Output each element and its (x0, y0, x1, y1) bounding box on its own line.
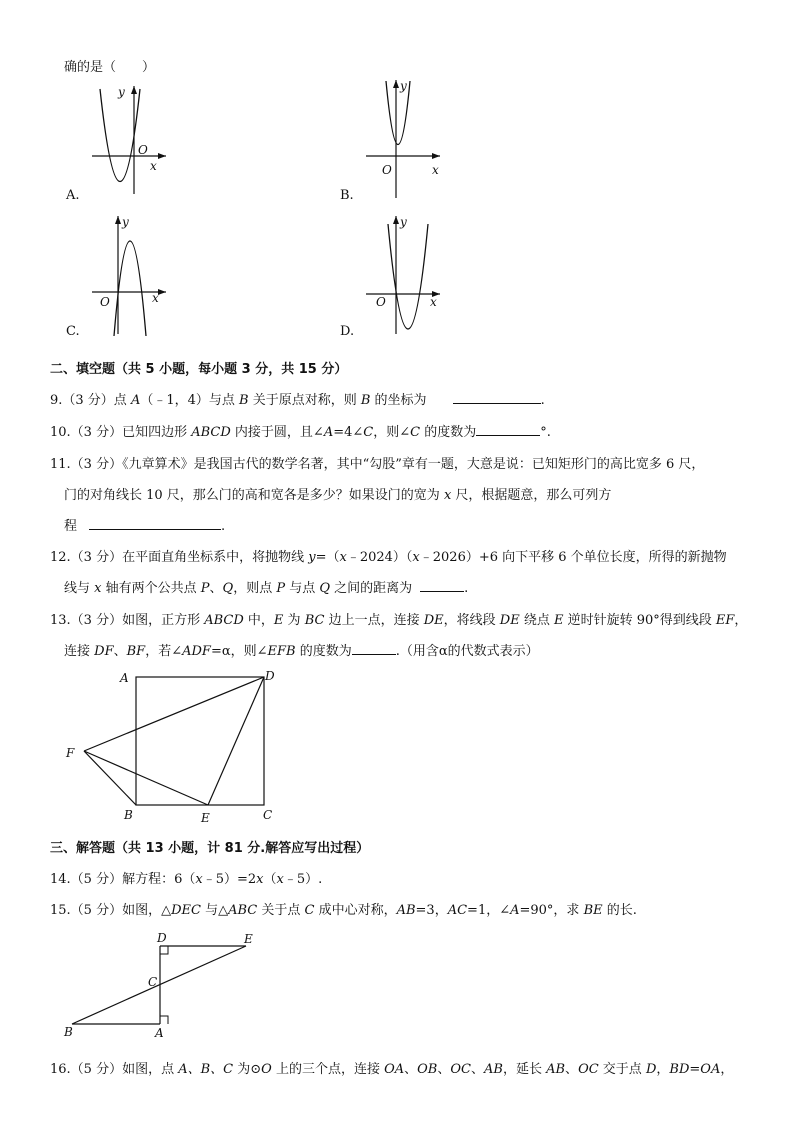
figure-15-triangles (60, 928, 280, 1040)
question-9: 9.（3 分）点 A（﹣1，4）与点 B 关于原点对称，则 B 的坐标为 . (50, 393, 545, 408)
axis-o-label: O (138, 143, 148, 157)
graph-option-d (362, 214, 452, 339)
graph-option-a (88, 84, 178, 199)
point-b-label: B (64, 1025, 73, 1039)
axis-x-label: x (432, 163, 439, 177)
point-a-label: A (155, 1026, 164, 1040)
option-a-label: A. (66, 188, 80, 203)
axis-o-label: O (382, 163, 392, 177)
point-d-label: D (265, 669, 275, 683)
question-10: 10.（3 分）已知四边形 ABCD 内接于圆，且∠A=4∠C，则∠C 的度数为 °. (50, 425, 551, 440)
point-d-label: D (157, 931, 167, 945)
q8-tail: 确的是（ ） (64, 60, 156, 75)
axis-y-label: y (122, 215, 129, 229)
question-11-line-2: 门的对角线长 10 尺，那么门的高和宽各是多少？如果设门的宽为 x 尺，根据题意，那么可列方 (64, 488, 612, 503)
point-e-label: E (244, 932, 253, 946)
axis-x-label: x (150, 159, 157, 173)
section-3-heading: 三、解答题（共 13 小题，计 81 分.解答应写出过程） (50, 841, 370, 856)
axis-y-label: y (118, 85, 125, 99)
question-16: 16.（5 分）如图，点 A、B、C 为⊙O 上的三个点，连接 OA、OB、OC、AB，延长 AB、OC 交于点 D，BD=OA， (50, 1062, 734, 1077)
point-c-label: C (148, 975, 158, 989)
section-2-heading: 二、填空题（共 5 小题，每小题 3 分，共 15 分） (50, 362, 348, 377)
question-11-line-1: 11.（3 分）《九章算术》是我国古代的数学名著，其中“勾股”章有一题，大意是说：已知矩形门的高比宽多 6 尺， (50, 457, 705, 472)
point-e-label: E (201, 811, 210, 825)
answer-blank (420, 579, 464, 592)
question-11-line-3: 程 . (64, 519, 226, 534)
question-14: 14.（5 分）解方程：6（x﹣5）=2x（x﹣5）. (50, 872, 323, 887)
graph-option-b (362, 78, 452, 203)
question-12-line-2: 线与 x 轴有两个公共点 P、Q，则点 P 与点 Q 之间的距离为 . (64, 581, 469, 596)
question-12-line-1: 12.（3 分）在平面直角坐标系中，将抛物线 y=（x﹣2024）（x﹣2026）+6 向下平移 6 个单位长度，所得的新抛物 (50, 550, 727, 565)
answer-blank (352, 642, 396, 655)
answer-blank (476, 423, 540, 436)
option-c-label: C. (66, 324, 80, 339)
option-b-label: B. (340, 188, 354, 203)
axis-y-label: y (400, 215, 407, 229)
graph-option-c (88, 214, 178, 339)
option-d-label: D. (340, 324, 355, 339)
point-c-label: C (263, 808, 273, 822)
answer-blank (89, 517, 221, 530)
point-b-label: B (124, 808, 133, 822)
axis-y-label: y (400, 79, 407, 93)
axis-x-label: x (152, 291, 159, 305)
point-f-label: F (66, 746, 75, 760)
figure-13-square (60, 665, 290, 825)
question-13-line-2: 连接 DF、BF，若∠ADF=α，则∠EFB 的度数为 .（用含α的代数式表示） (64, 644, 539, 659)
answer-blank (453, 391, 541, 404)
question-15: 15.（5 分）如图，△DEC 与△ABC 关于点 C 成中心对称，AB=3，AC=1，∠A=90°，求 BE 的长. (50, 903, 637, 918)
question-13-line-1: 13.（3 分）如图，正方形 ABCD 中，E 为 BC 边上一点，连接 DE，将线段 DE 绕点 E 逆时针旋转 90°得到线段 EF， (50, 613, 748, 628)
point-a-label: A (120, 671, 129, 685)
axis-o-label: O (376, 295, 386, 309)
axis-x-label: x (430, 295, 437, 309)
axis-o-label: O (100, 295, 110, 309)
